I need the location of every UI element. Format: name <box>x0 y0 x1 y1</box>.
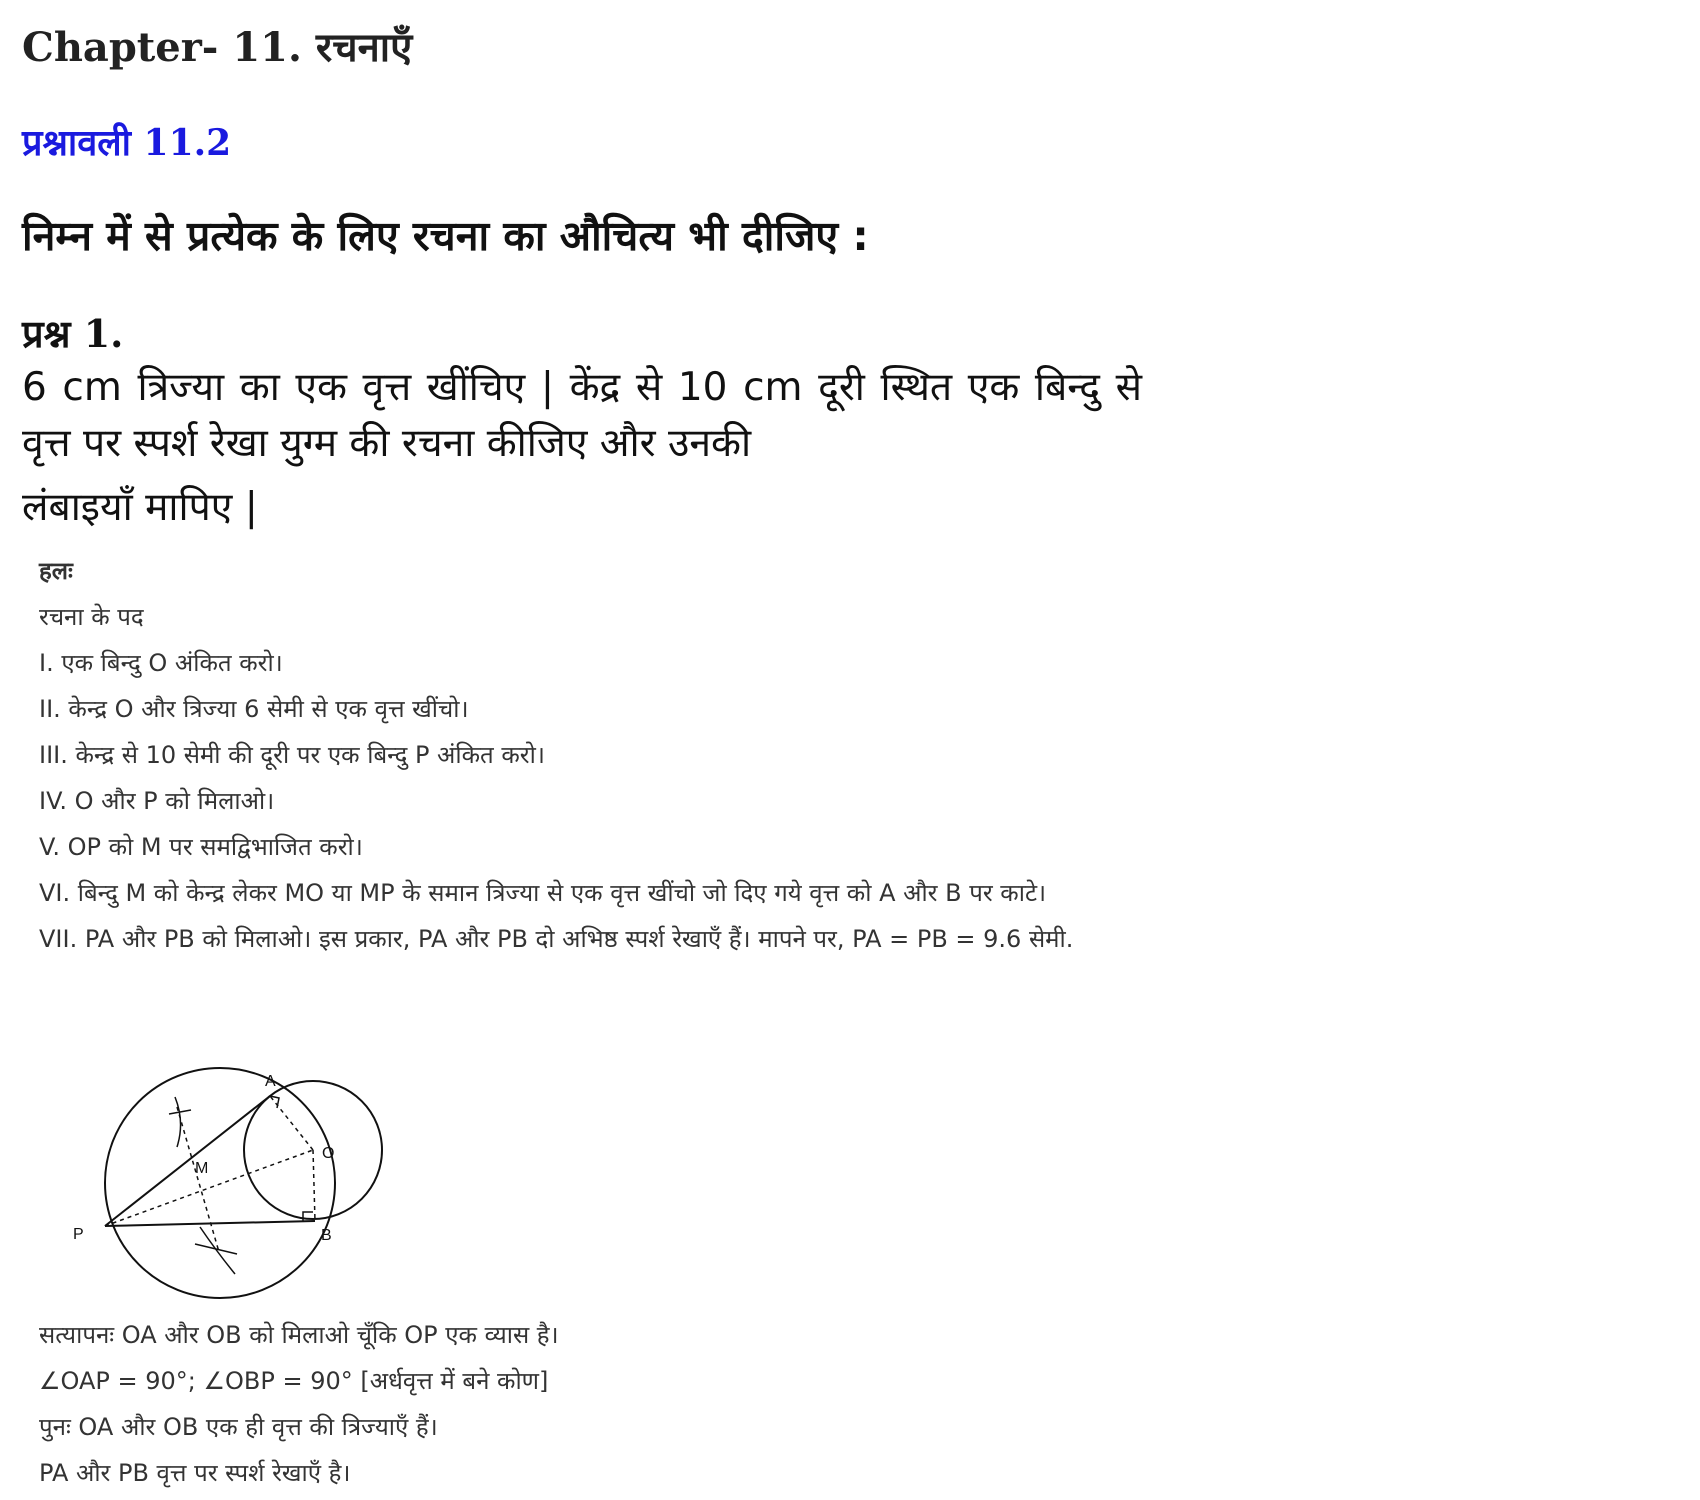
question-body: 6 cm त्रिज्या का एक वृत्त खींचिए | केंद्र से 10 cm दूरी स्थित एक बिन्दु से वृत्त पर स्पर्श रेखा युग्म की रचना कीजिए और उनकी <box>22 365 1142 466</box>
radius-oa <box>270 1096 313 1150</box>
label-p: P <box>73 1226 84 1243</box>
instruction-heading: निम्न में से प्रत्येक के लिए रचना का औचित्य भी दीजिए : <box>22 212 869 260</box>
solution-label: हलः <box>39 557 73 585</box>
construction-step: I. एक बिन्दु O अंकित करो। <box>39 649 283 677</box>
solution-block <box>39 548 1149 962</box>
question-text <box>22 360 1142 536</box>
bisect-arc-bottom <box>200 1227 235 1274</box>
perpendicular-bisector <box>177 1107 219 1252</box>
question-number: प्रश्न 1. <box>22 311 124 356</box>
arc-tick <box>195 1244 237 1254</box>
verification-line: पुनः OA और OB एक ही वृत्त की त्रिज्याएँ हैं। <box>39 1413 438 1441</box>
construction-step: IV. O और P को मिलाओ। <box>39 787 275 815</box>
question-body-last-line: लंबाइयाँ मापिए | <box>22 485 258 530</box>
tangent-construction-figure <box>67 1052 407 1302</box>
exercise-title: प्रश्नावली 11.2 <box>22 122 232 164</box>
verification-block <box>39 1312 1039 1496</box>
label-a: A <box>265 1073 276 1090</box>
construction-step: III. केन्द्र से 10 सेमी की दूरी पर एक बिन्दु P अंकित करो। <box>39 741 545 769</box>
construction-step: VII. PA और PB को मिलाओ। इस प्रकार, PA और PB दो अभिष्ठ स्पर्श रेखाएँ हैं। मापने पर, PA = PB = 9.6 सेमी. <box>39 925 1074 953</box>
segment-po <box>105 1150 313 1226</box>
construction-step: V. OP को M पर समद्विभाजित करो। <box>39 833 363 861</box>
radius-ob <box>313 1150 315 1221</box>
verification-line: ∠OAP = 90°; ∠OBP = 90° [अर्धवृत्त में बने कोण] <box>39 1367 549 1395</box>
bisector-circle <box>105 1068 335 1298</box>
bisect-arc-top <box>175 1097 181 1147</box>
chapter-title: Chapter- 11. रचनाएँ <box>22 24 413 71</box>
label-o: O <box>322 1145 335 1162</box>
label-m: M <box>195 1160 209 1177</box>
construction-step: VI. बिन्दु M को केन्द्र लेकर MO या MP के समान त्रिज्या से एक वृत्त खींचो जो दिए गये वृत्त को A और B पर काटे। <box>39 879 1047 907</box>
verification-line: सत्यापनः OA और OB को मिलाओ चूँकि OP एक व्यास है। <box>39 1321 559 1349</box>
construction-steps-heading: रचना के पद <box>39 603 144 631</box>
label-b: B <box>321 1227 332 1244</box>
construction-step: II. केन्द्र O और त्रिज्या 6 सेमी से एक वृत्त खींचो। <box>39 695 469 723</box>
verification-line: PA और PB वृत्त पर स्पर्श रेखाएँ है। <box>39 1459 351 1487</box>
